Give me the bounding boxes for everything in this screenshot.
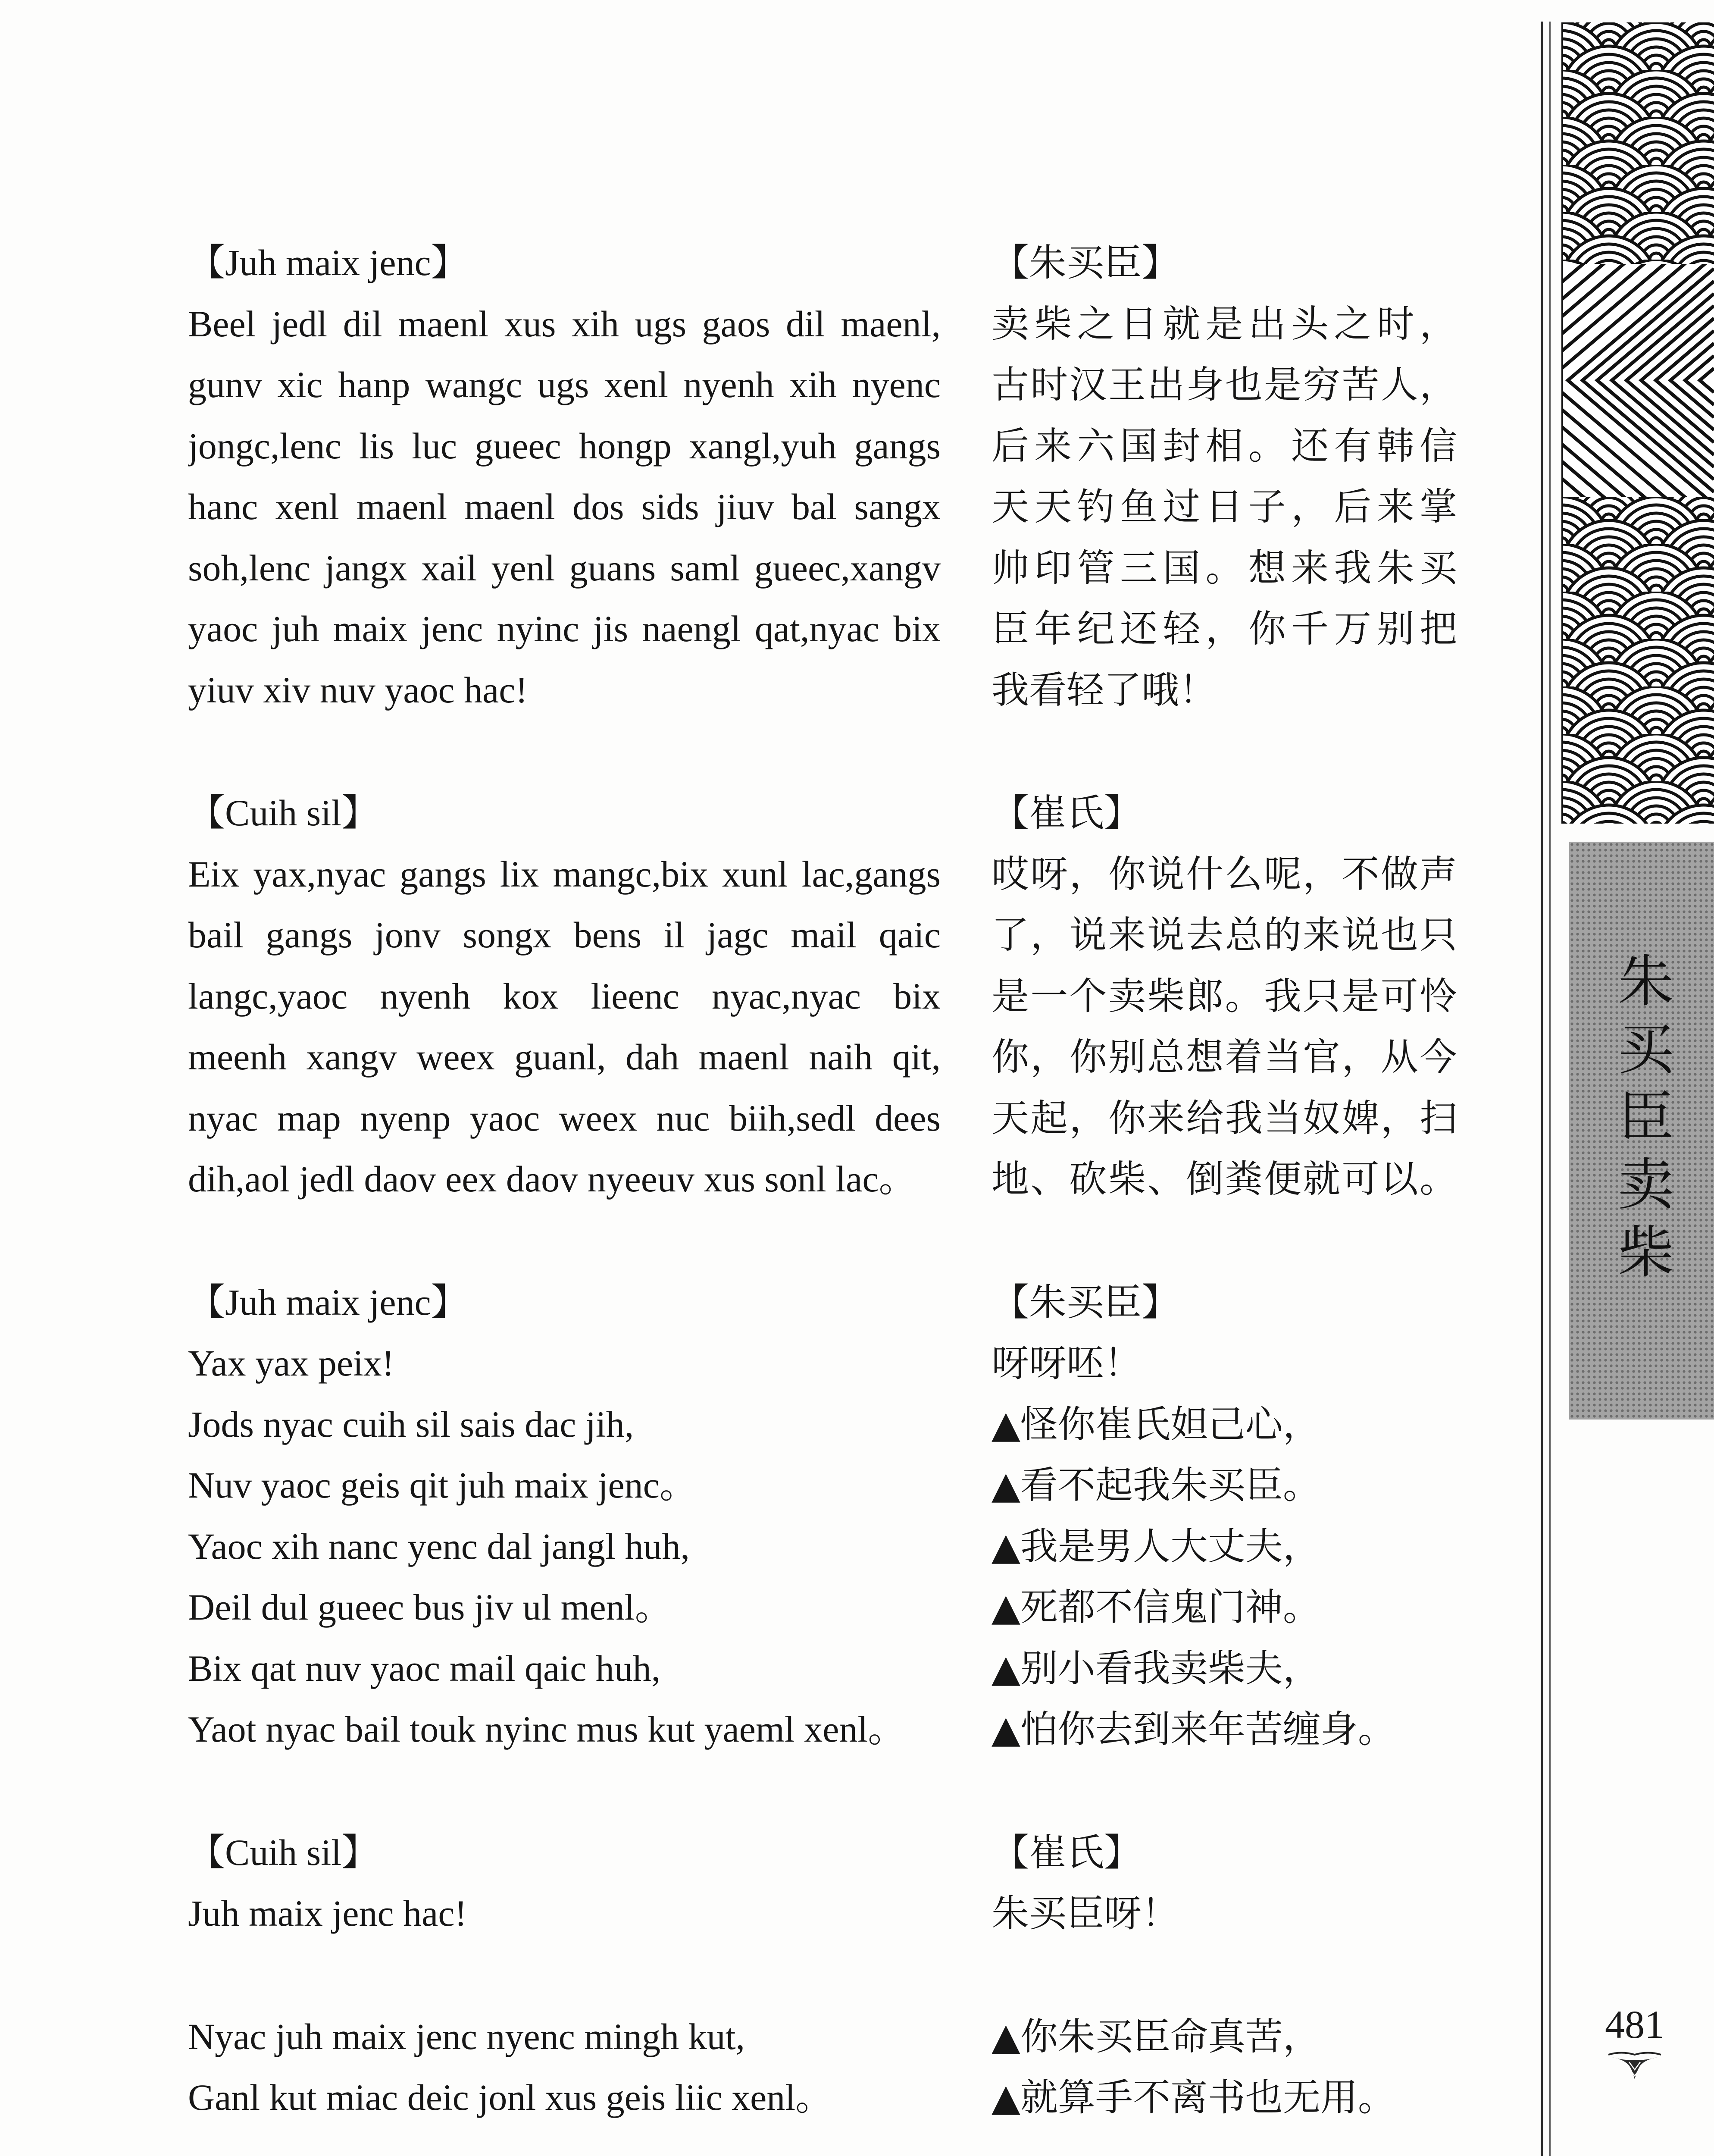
dong-line: hanc xenl maenl maenl dos sids jiuv bal sangx (188, 486, 941, 527)
dong-line: yaoc juh maix jenc nyinc jis naengl qat,nyac bix (188, 608, 941, 649)
dong-line: dih,aol jedl daov eex daov nyeeuv xus sonl lac。 (188, 1158, 916, 1200)
dong-line: Bix qat nuv yaoc mail qaic huh, (188, 1647, 661, 1689)
dong-line: Nuv yaoc geis qit juh maix jenc。 (188, 1464, 697, 1506)
dong-line: Eix yax,nyac gangs lix mangc,bix xunl lac,gangs (188, 853, 941, 895)
speaker-label: 【Juh maix jenc】 (188, 1281, 468, 1323)
dong-line: bail gangs jonv songx bens il jagc mail qaic (188, 914, 941, 956)
dong-line: Juh maix jenc hac! (188, 1893, 467, 1934)
dialogue-block (188, 783, 1457, 1210)
chinese-line: ▲我是男人大丈夫， (991, 1524, 1320, 1568)
chinese-line: 呀呀呸！ (991, 1341, 1142, 1385)
dong-text-column (188, 1822, 941, 1944)
speaker-label: 【Cuih sil】 (188, 792, 379, 834)
chinese-line: 我看轻了哦！ (991, 667, 1217, 712)
chinese-line: ▲别小看我卖柴夫， (991, 1646, 1320, 1690)
dong-text-column (188, 783, 941, 1210)
dong-line: meenh xangv weex guanl, dah maenl naih qit, (188, 1036, 941, 1078)
dong-line: Jods nyac cuih sil sais dac jih, (188, 1403, 634, 1445)
dong-line: Ganl kut miac deic jonl xus geis liic xenl。 (188, 2077, 833, 2118)
chinese-text-column (991, 1822, 1457, 1944)
chinese-line: 天起，你来给我当奴婢，扫 (991, 1096, 1457, 1140)
dong-line: nyac map nyenp yaoc weex nuc biih,sedl dees (188, 1097, 941, 1139)
dialogue-block (188, 1272, 1457, 1760)
page-ornament-icon (1607, 2051, 1663, 2082)
chinese-line: 地、砍柴、倒粪便就可以。 (991, 1157, 1457, 1201)
dong-line: jongc,lenc lis luc gueec hongp xangl,yuh gangs (188, 425, 941, 467)
wave-scale-pattern-bottom (1561, 497, 1714, 824)
chinese-line: 是一个卖柴郎。我只是可怜 (991, 974, 1457, 1018)
dong-line: Yaoc xih nanc yenc dal jangl huh, (188, 1525, 690, 1567)
chinese-line: 你，你别总想着当官，从今 (991, 1035, 1457, 1079)
speaker-label: 【Juh maix jenc】 (188, 242, 468, 283)
chinese-line: ▲你朱买臣命真苦， (991, 2014, 1320, 2059)
chinese-line: 臣年纪还轻，你千万别把 (991, 607, 1457, 651)
dong-text-column (188, 232, 941, 721)
chinese-text-column (991, 783, 1457, 1210)
speaker-label: 【崔氏】 (991, 791, 1142, 835)
chinese-text-column (991, 2006, 1457, 2128)
chinese-line: ▲就算手不离书也无用。 (991, 2075, 1395, 2119)
dialogue-block (188, 2006, 1457, 2128)
chinese-text-column (991, 232, 1457, 721)
chinese-line: 了，说来说去总的来说也只 (991, 913, 1457, 957)
chinese-line: 朱买臣呀！ (991, 1891, 1179, 1935)
dong-line: yiuv xiv nuv yaoc hac! (188, 669, 528, 711)
dong-line: gunv xic hanp wangc ugs xenl nyenh xih nyenc (188, 364, 941, 405)
dialogue-block (188, 232, 1457, 721)
chinese-line: 后来六国封相。还有韩信 (991, 423, 1457, 468)
chinese-line: ▲怪你崔氏妲己心， (991, 1402, 1320, 1446)
speaker-label: 【朱买臣】 (991, 1280, 1179, 1324)
dong-line: Yaot nyac bail touk nyinc mus kut yaeml xenl。 (188, 1708, 905, 1750)
dong-line: langc,yaoc nyenh kox lieenc nyac,nyac bix (188, 975, 941, 1017)
section-tab (1569, 842, 1714, 1420)
chinese-line: 卖柴之日就是出头之时， (991, 301, 1457, 346)
chinese-line: ▲怕你去到来年苦缠身。 (991, 1707, 1395, 1751)
dialogue-content (188, 232, 1457, 2156)
dong-text-column (188, 2006, 941, 2128)
chinese-line: 古时汉王出身也是穷苦人， (991, 363, 1457, 407)
dong-line: Deil dul gueec bus jiv ul menl。 (188, 1586, 672, 1628)
decorative-border-pattern (1561, 22, 1714, 824)
margin-rule (1549, 22, 1551, 2156)
chinese-line: 哎呀，你说什么呢，不做声 (991, 852, 1457, 896)
dong-line: soh,lenc jangx xail yenl guans saml gueec,xangv (188, 547, 941, 589)
page-number: 481 (1605, 2002, 1664, 2046)
chinese-line: 帅印管三国。想来我朱买 (991, 545, 1457, 590)
dong-line: Beel jedl dil maenl xus xih ugs gaos dil maenl, (188, 303, 941, 345)
dong-text-column (188, 1272, 941, 1760)
chinese-line: ▲看不起我朱买臣。 (991, 1463, 1320, 1507)
speaker-label: 【Cuih sil】 (188, 1831, 379, 1873)
speaker-label: 【朱买臣】 (991, 241, 1179, 285)
margin-rule (1541, 22, 1543, 2156)
wave-scale-pattern-top (1561, 22, 1714, 264)
section-tab-title: 朱买臣卖柴 (1608, 952, 1674, 1290)
chinese-line: ▲死都不信鬼门神。 (991, 1585, 1320, 1629)
dialogue-block (188, 1822, 1457, 1944)
speaker-label: 【崔氏】 (991, 1830, 1142, 1874)
dong-line: Yax yax peix! (188, 1342, 394, 1384)
dong-line: Nyac juh maix jenc nyenc mingh kut, (188, 2015, 745, 2057)
chinese-line: 天天钓鱼过日子，后来掌 (991, 485, 1457, 529)
chinese-text-column (991, 1272, 1457, 1760)
